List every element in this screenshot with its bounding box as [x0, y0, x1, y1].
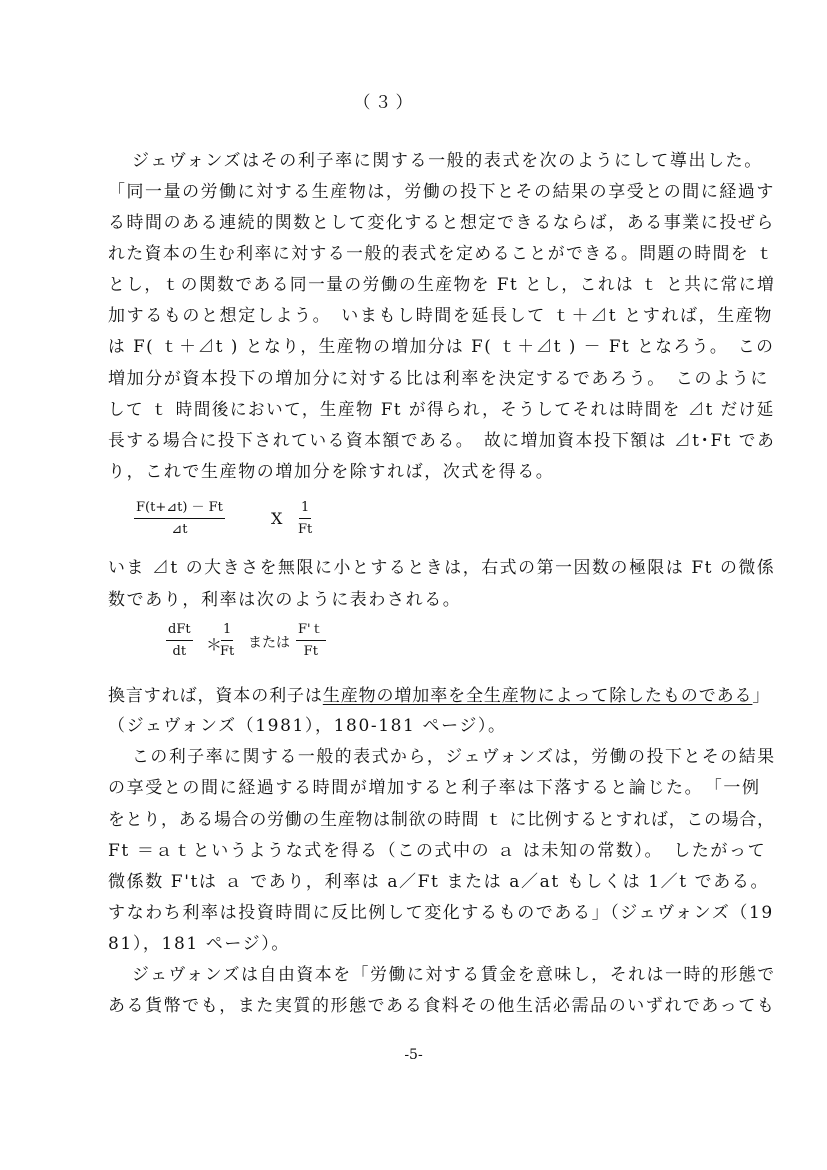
text-line: すなわち利率は投資時間に反比例して変化するものである」（ジェヴォンズ（19 [108, 903, 774, 923]
text-line: をとり，ある場合の労働の生産物は制欲の時間 ｔ に比例するとすれば，この場合， [108, 810, 775, 830]
text-line: る時間のある連続的関数として変化すると想定できるならば，ある事業に投ぜら [108, 213, 775, 233]
formula2-mid-numerator: 1 [221, 622, 233, 641]
text-line: 長する場合に投下されている資本額である。 故に増加資本投下額は ⊿t･Ft であ [108, 431, 776, 451]
formula1-right-fraction [298, 500, 312, 538]
text-line: して ｔ 時間後において，生産物 Ft が得られ，そうしてそれは時間を ⊿t だけ延 [108, 400, 775, 420]
formula2-left-numerator: dFt [166, 622, 193, 641]
formula1-numerator: F(t+⊿t) － Ft [134, 500, 225, 519]
text-segment: 」 [752, 686, 771, 706]
formula2-mid-denominator: Ft [220, 644, 235, 659]
text-line: 「同一量の労働に対する生産物は，労働の投下とその結果の享受との間に経過す [108, 182, 775, 202]
formula2-left-fraction [166, 622, 193, 660]
formula2-right-numerator: F'ｔ [296, 622, 326, 641]
formula2-right-denominator: Ft [303, 644, 318, 659]
text-line: いま ⊿t の大きさを無限に小とするときは，右式の第一因数の極限は Ft の微係 [108, 558, 776, 578]
text-line: 増加分が資本投下の増加分に対する比は利率を決定するであろう。 このように [108, 369, 769, 389]
text-line: （ジェヴォンズ（1981），180-181 ページ）。 [108, 716, 507, 736]
text-line: の享受との間に経過する時間が増加すると利子率は下落すると論じた。 「一例 [108, 778, 761, 798]
page-number: -5- [404, 1047, 423, 1063]
text-line: この利子率に関する一般的表式から，ジェヴォンズは，労働の投下とその結果 [132, 747, 776, 767]
text-line: 加するものと想定しよう。 いまもし時間を延長して ｔ＋⊿t とすれば，生産物 [108, 306, 773, 326]
text-line: り，これで生産物の増加分を除すれば，次式を得る。 [108, 462, 555, 482]
text-segment: 換言すれば，資本の利子は [108, 686, 323, 706]
formula2-connector: または [248, 635, 290, 651]
formula1-operator: X [271, 509, 283, 528]
section-number: （３） [353, 93, 417, 113]
text-line: Ft ＝ａｔというような式を得る（この式中の ａ は未知の常数）。 したがって [108, 841, 767, 861]
text-line: 微係数 F'tは ａ であり，利率は a／Ft または a／at もしくは 1／t である。 [108, 872, 770, 892]
formula2-mid-fraction [220, 622, 234, 660]
formula1-right-denominator: Ft [298, 522, 313, 537]
text-line: ジェヴォンズは自由資本を「労働に対する賃金を意味し，それは一時的形態で [132, 965, 776, 985]
text-line: れた資本の生む利率に対する一般的表式を定めることができる。問題の時間を ｔ [108, 244, 775, 264]
formula1-right-numerator: 1 [299, 500, 311, 519]
text-line: ある貨幣でも，また実質的形態である食料その他生活必需品のいずれであっても [108, 996, 776, 1016]
text-line: 81），181 ページ）。 [108, 934, 290, 954]
text-line: ジェヴォンズはその利子率に関する一般的表式を次のようにして導出した。 [132, 151, 763, 171]
text-line: 数であり，利率は次のように表わされる。 [108, 590, 462, 610]
formula2-operator: ＊ [206, 635, 223, 654]
formula1-denominator: ⊿t [171, 522, 188, 537]
formula2-right-fraction [296, 622, 326, 660]
text-line: は F( ｔ＋⊿t ) となり，生産物の増加分は F( ｔ＋⊿t ) － Ft となろう。 この [108, 337, 775, 357]
formula2-left-denominator: dt [172, 644, 187, 659]
text-line [108, 686, 770, 706]
text-line: とし，ｔの関数である同一量の労働の生産物を Ft とし，これは ｔ と共に常に増 [108, 275, 776, 295]
formula1-left-fraction [134, 500, 225, 538]
underlined-text: 生産物の増加率を全生産物によって除したものである [322, 686, 753, 706]
